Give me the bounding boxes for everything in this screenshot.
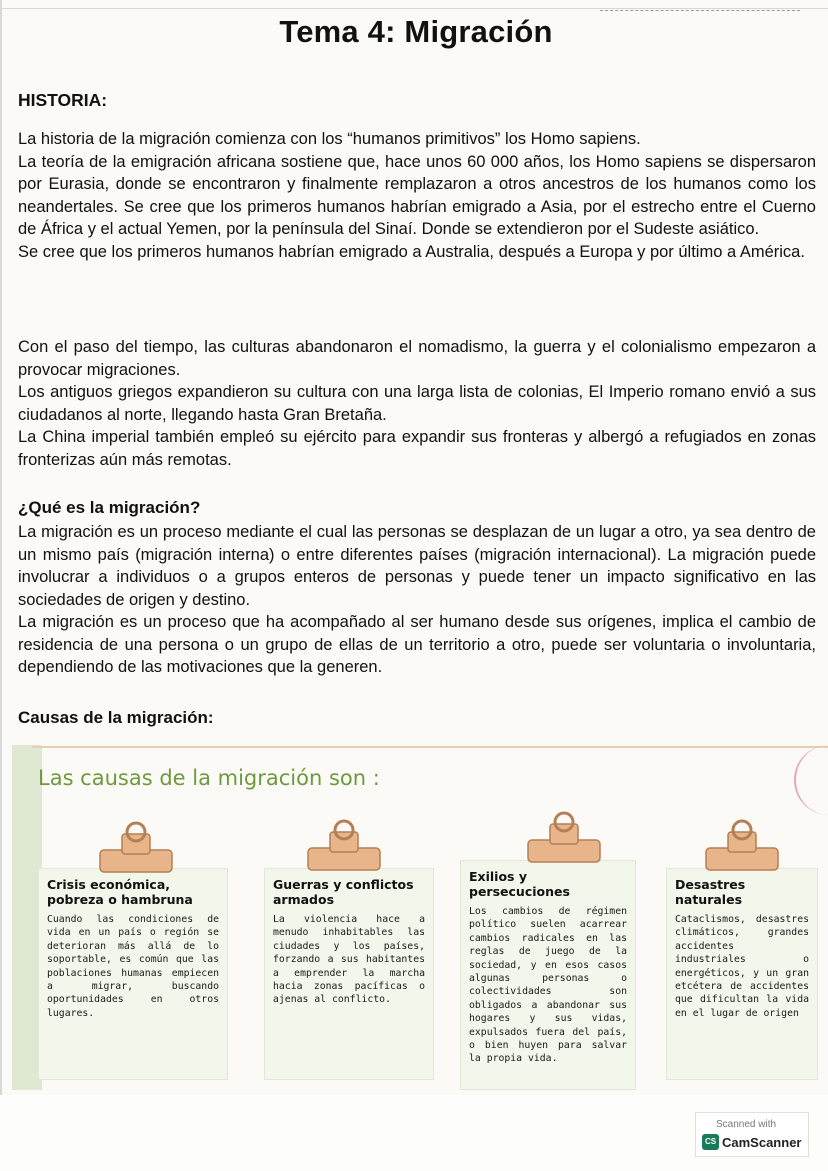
que-es-block: [18, 521, 816, 679]
que-es-title: ¿Qué es la migración?: [18, 498, 201, 517]
historia-paragraph: Con el paso del tiempo, las culturas abandonaron el nomadismo, la guerra y el colonialismo empezaron a provocar migraciones.: [18, 338, 816, 379]
watermark-line1: Scanned with: [716, 1119, 777, 1130]
historia-paragraph: La historia de la migración comienza con los “humanos primitivos” los Homo sapiens.: [18, 130, 641, 148]
cause-card-disasters: [666, 868, 818, 1080]
paper-clip-icon: [524, 810, 604, 866]
page-title: Tema 4: Migración: [279, 14, 553, 49]
historia-paragraph: Los antiguos griegos expandieron su cultura con una larga lista de colonias, El Imperio romano envió a sus ciudadanos al norte, llegando hasta Gran Bretaña.: [18, 383, 816, 424]
top-dashed-rule: [600, 10, 800, 11]
paper-clip-icon: [702, 818, 782, 874]
historia-paragraph: La China imperial también empleó su ejército para expandir sus fronteras y albergó a refugiados en zonas fronterizas aún más remotas.: [18, 428, 816, 469]
cause-card-exile: [460, 860, 636, 1090]
cause-card-body: Cuando las condiciones de vida en un país o región se deterioran más allá de lo soportable, es común que las poblaciones humanas empiecen a migrar, buscando oportunidades en otros lugares.: [47, 914, 219, 1019]
watermark-line2: CamScanner: [722, 1135, 802, 1150]
cause-card-body: Cataclismos, desastres climáticos, grandes accidentes industriales o energéticos, y un gran etcétera de accidentes que dificultan la vida en el lugar de origen: [675, 914, 809, 1019]
cause-card-body: La violencia hace a menudo inhabitables las ciudades y los países, forzando a sus habitantes a emprender la marcha hacia zonas pacíficas o ajenas al conflicto.: [273, 914, 425, 1006]
que-es-paragraph: La migración es un proceso mediante el cual las personas se desplazan de un lugar a otro, ya sea dentro de un mismo país (migración interna) o entre diferentes países (migración internacional). La migración puede involucrar a individuos o a grupos enteros de personas y puede tener un impacto significativo en las sociedades de origen y destino.: [18, 523, 816, 609]
cause-card-title: Guerras y conflictos armados: [273, 877, 414, 907]
top-rule: [2, 8, 828, 9]
cause-card-title: Exilios y persecuciones: [469, 869, 570, 899]
cause-card-body: Los cambios de régimen político suelen acarrear cambios radicales en las reglas de juego de la sociedad, y en esos casos algunas personas o colectividades son obligados a abandonar sus hogares y sus vidas, expulsados fuera del país, o bien huyen para salvar la propia vida.: [469, 906, 627, 1065]
historia-block-2: [18, 336, 816, 471]
que-es-paragraph: La migración es un proceso que ha acompañado al ser humano desde sus orígenes, implica el cambio de residencia de una persona o un grupo de ellas de un territorio a otro, puede ser voluntaria o involuntaria, dependiendo de las motivaciones que la generen.: [18, 613, 816, 676]
historia-paragraph: La teoría de la emigración africana sostiene que, hace unos 60 000 años, los Homo sapiens se dispersaron por Eurasia, donde se encontraron y finalmente remplazaron a otros ancestros de los humanos como los neandertales. Se cree que los primeros humanos habrían emigrado a Asia, por el estrecho entre el Cuerno de África y el actual Yemen, por la península del Sinaí. Donde se extendieron por el Sudeste asiático.: [18, 152, 816, 238]
cause-card-economic: [38, 868, 228, 1080]
camscanner-logo-icon: CS: [702, 1134, 719, 1150]
paper-clip-icon: [96, 820, 176, 876]
camscanner-watermark: [695, 1112, 809, 1157]
cause-card-title: Crisis económica, pobreza o hambruna: [47, 877, 193, 907]
cause-card-war: [264, 868, 434, 1080]
historia-paragraph: Se cree que los primeros humanos habrían emigrado a Australia, después a Europa y por último a América.: [18, 242, 805, 261]
decorative-pink-curve: [794, 745, 828, 815]
cause-card-title: Desastres naturales: [675, 877, 746, 907]
historia-label: HISTORIA:: [18, 90, 108, 110]
causas-title: Causas de la migración:: [18, 708, 214, 727]
historia-block-1: [18, 128, 816, 263]
decorative-rule: [32, 746, 828, 748]
causas-handwritten-title: Las causas de la migración son :: [38, 766, 380, 790]
paper-clip-icon: [304, 818, 384, 874]
